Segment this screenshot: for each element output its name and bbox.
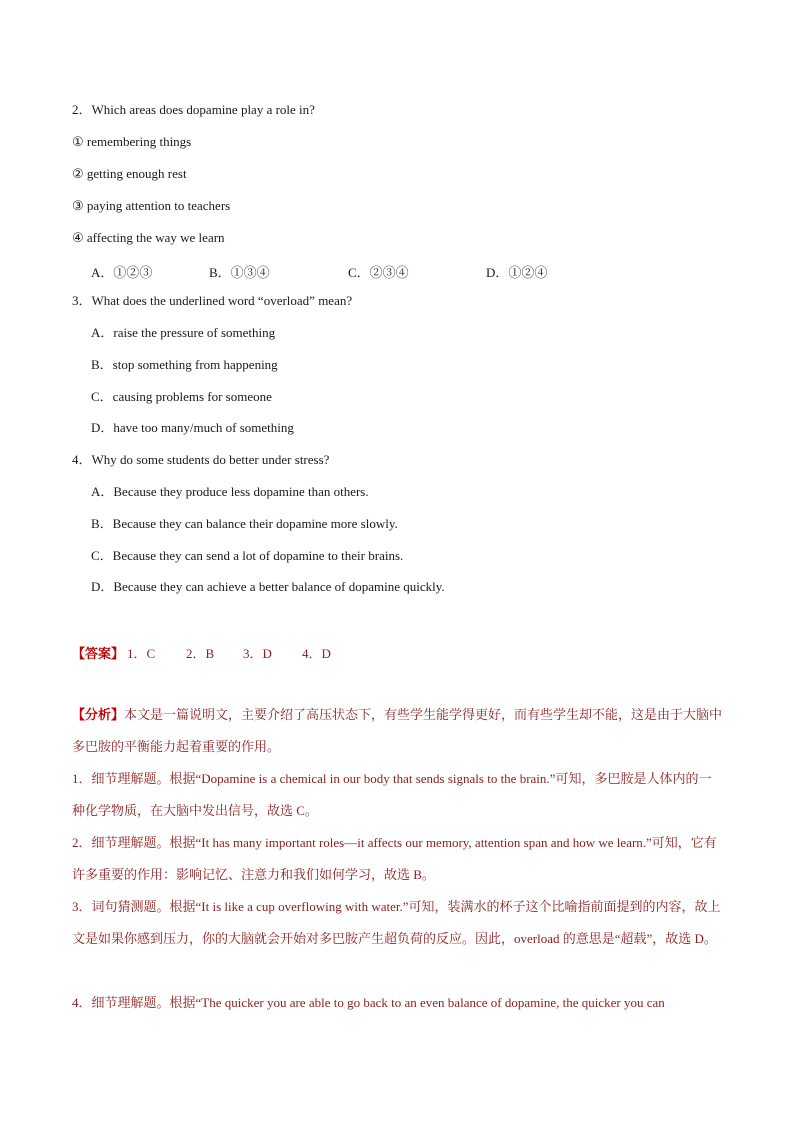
question-4-stem: 4．Why do some students do better under stress? — [72, 452, 330, 467]
q2-option-c: C．②③④ — [348, 265, 409, 280]
q2-item-4: ④ affecting the way we learn — [72, 230, 225, 245]
q2-item-1: ① remembering things — [72, 134, 192, 149]
answer-label: 【答案】 — [72, 646, 125, 661]
q3-option-a: A．raise the pressure of something — [91, 325, 276, 340]
q4-option-b: B．Because they can balance their dopamine more slowly. — [91, 516, 398, 531]
q2-option-b: B．①③④ — [209, 265, 270, 280]
q4-option-c: C．Because they can send a lot of dopamine to their brains. — [91, 548, 404, 563]
answer-1: 1．C — [127, 646, 156, 661]
q4-option-d: D．Because they can achieve a better balance of dopamine quickly. — [91, 579, 445, 594]
analysis-intro — [72, 699, 724, 763]
analysis-point-1: 1．细节理解题。根据“Dopamine is a chemical in our body that sends signals to the brain.”可知，多巴胺是人体内的一种化学物质，在大脑中发出信号，故选 C。 — [72, 771, 712, 818]
question-3-stem: 3．What does the underlined word “overload” mean? — [72, 293, 353, 308]
q2-option-a: A．①②③ — [91, 265, 153, 280]
answer-4: 4．D — [302, 646, 331, 661]
answer-2: 2．B — [186, 646, 215, 661]
answer-3: 3．D — [243, 646, 272, 661]
q2-item-2: ② getting enough rest — [72, 166, 187, 181]
analysis-point-3: 3．词句猜测题。根据“It is like a cup overflowing with water.”可知，装满水的杯子这个比喻指前面提到的内容，故上文是如果你感到压力，你的大脑就会开始对多巴胺产生超负荷的反应。因此，overload 的意思是“超载”，故选 D。 — [72, 899, 721, 946]
analysis-point-2: 2．细节理解题。根据“It has many important roles—it affects our memory, attention span and how we learn.”可知，它有许多重要的作用：影响记忆、注意力和我们如何学习，故选 B。 — [72, 835, 717, 882]
analysis-label: 【分析】 — [72, 707, 125, 722]
q2-option-d: D．①②④ — [486, 265, 548, 280]
q3-option-b: B．stop something from happening — [91, 357, 278, 372]
analysis-point-4: 4．细节理解题。根据“The quicker you are able to go back to an even balance of dopamine, the quicker you can — [72, 995, 665, 1010]
q3-option-c: C．causing problems for someone — [91, 389, 272, 404]
analysis-intro-text: 本文是一篇说明文，主要介绍了高压状态下，有些学生能学得更好，而有些学生却不能，这是由于大脑中多巴胺的平衡能力起着重要的作用。 — [72, 707, 723, 754]
q2-item-3: ③ paying attention to teachers — [72, 198, 231, 213]
q3-option-d: D．have too many/much of something — [91, 420, 294, 435]
question-2-stem: 2．Which areas does dopamine play a role in? — [72, 102, 315, 117]
q4-option-a: A．Because they produce less dopamine than others. — [91, 484, 369, 499]
q2-options-row — [91, 262, 571, 278]
